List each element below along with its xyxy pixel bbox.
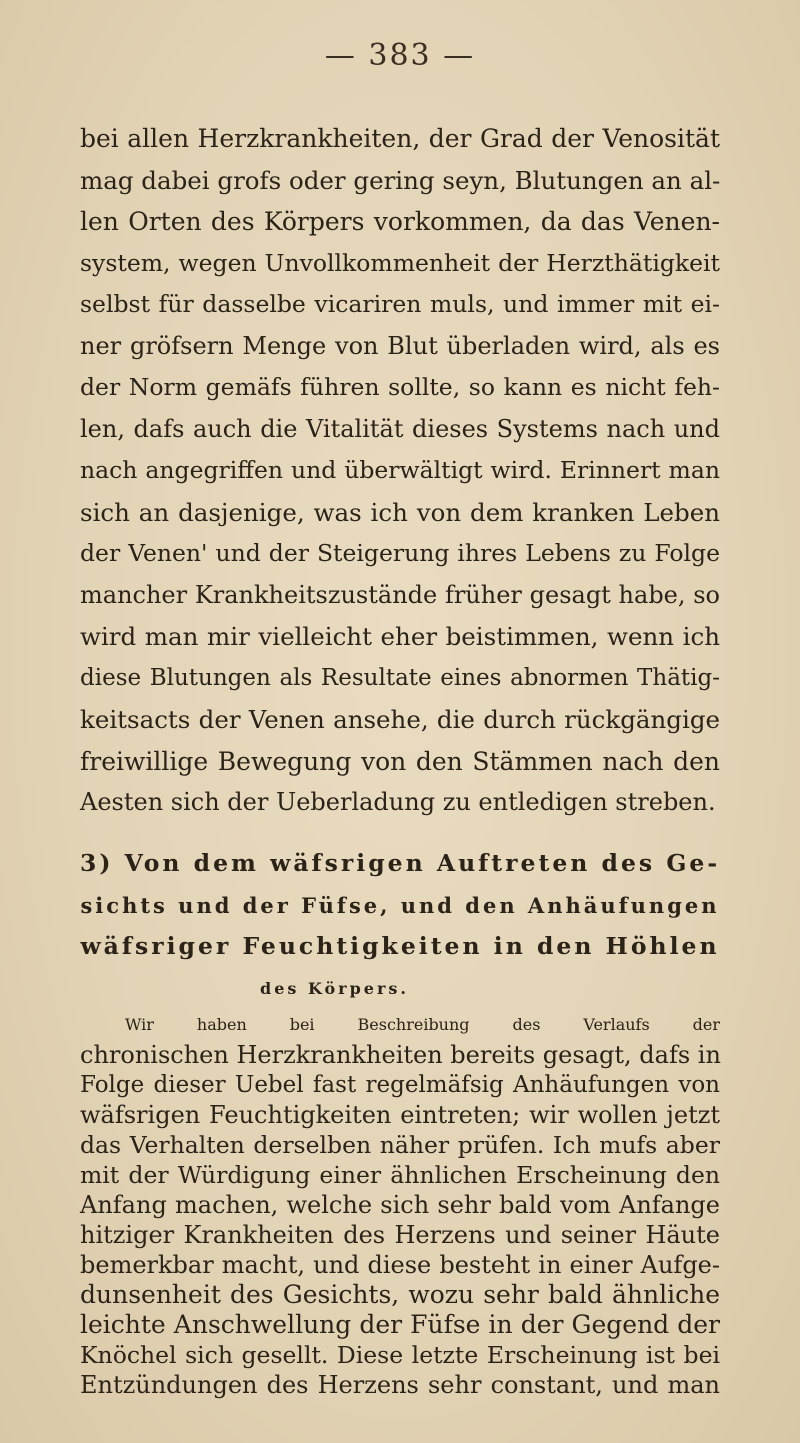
text-line: das Verhalten derselben näher prüfen. Ich mufs aber	[80, 1131, 720, 1159]
text-line: wird man mir vielleicht eher beistimmen, wenn ich	[80, 622, 720, 651]
text-line: keitsacts der Venen ansehe, die durch rückgängige	[80, 705, 720, 734]
text-line: Anfang machen, welche sich sehr bald vom Anfange	[80, 1191, 720, 1219]
text-line: Knöchel sich gesellt. Diese letzte Erscheinung ist bei	[80, 1341, 720, 1369]
text-line: dunsenheit des Gesichts, wozu sehr bald ähnliche	[80, 1280, 720, 1309]
text-line: der Venen' und der Steigerung ihres Lebens zu Folge	[80, 539, 720, 567]
text-line: bei allen Herzkrankheiten, der Grad der Venosität	[80, 124, 720, 153]
text-line: Folge dieser Uebel fast regelmäfsig Anhäufungen von	[80, 1072, 720, 1098]
heading-line: 3) Von dem wäfsrigen Auftreten des Ge-	[80, 849, 721, 877]
text-line: Wir haben bei Beschreibung des Verlaufs der	[125, 1015, 720, 1034]
text-line: sich an dasjenige, was ich von dem kranken Leben	[80, 497, 720, 527]
text-line: mancher Krankheitszustände früher gesagt habe, so	[80, 580, 720, 609]
text-line: system, wegen Unvollkommenheit der Herzthätigkeit	[80, 248, 720, 277]
text-line: ner gröfsern Menge von Blut überladen wird, als es	[80, 331, 720, 360]
section-heading	[80, 843, 720, 1009]
text-line: nach angegriffen und überwältigt wird. Erinnert man	[80, 456, 720, 484]
text-line: Entzündungen des Herzens sehr constant, und man	[80, 1371, 720, 1399]
heading-line: sichts und der Füfse, und den Anhäufungen	[80, 892, 720, 918]
text-line: Aesten sich der Ueberladung zu entledigen streben.	[80, 788, 716, 816]
paragraph-2	[80, 1010, 720, 1400]
text-line: diese Blutungen als Resultate eines abnormen Thätig-	[80, 664, 720, 691]
text-line: leichte Anschwellung der Füfse in der Gegend der	[80, 1310, 720, 1339]
paragraph-1	[80, 118, 720, 824]
heading-line: wäfsriger Feuchtigkeiten in den Höhlen	[80, 932, 720, 960]
heading-line: des Körpers.	[260, 978, 409, 998]
text-line: selbst für dasselbe vicariren muls, und immer mit ei-	[80, 290, 720, 318]
text-line: len, dafs auch die Vitalität dieses Systems nach und	[80, 414, 720, 443]
text-line: bemerkbar macht, und diese besteht in einer Aufge-	[80, 1251, 720, 1279]
text-line: wäfsrigen Feuchtigkeiten eintreten; wir wollen jetzt	[80, 1101, 720, 1129]
text-line: mit der Würdigung einer ähnlichen Erscheinung den	[80, 1161, 720, 1189]
text-line: len Orten des Körpers vorkommen, da das Venen-	[80, 207, 720, 236]
text-line: mag dabei grofs oder gering seyn, Blutungen an al-	[80, 165, 721, 195]
page-number: — 383 —	[324, 38, 476, 73]
text-line: freiwillige Bewegung von den Stämmen nach den	[80, 746, 720, 776]
text-line: chronischen Herzkrankheiten bereits gesagt, dafs in	[80, 1041, 721, 1069]
text-line: hitziger Krankheiten des Herzens und seiner Häute	[80, 1221, 720, 1249]
text-line: der Norm gemäfs führen sollte, so kann es nicht feh-	[80, 373, 720, 401]
